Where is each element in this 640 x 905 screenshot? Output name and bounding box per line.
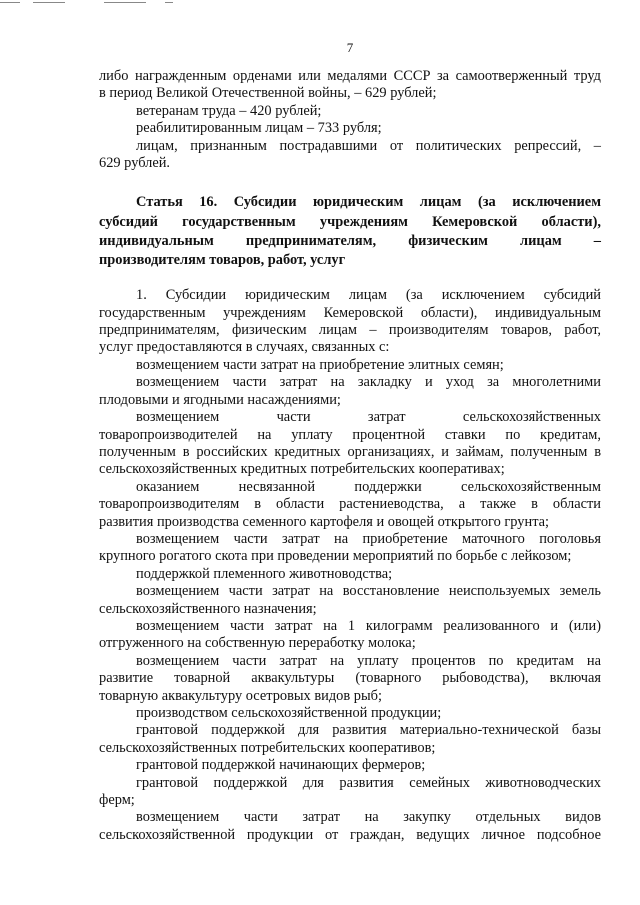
case-item [99, 566, 601, 583]
article-title [99, 193, 601, 270]
text-line: сельскохозяйственных потребительских кооперативов; [99, 739, 436, 756]
case-item [99, 775, 601, 810]
case-item [99, 357, 601, 374]
amount-item [99, 138, 601, 173]
case-item [99, 653, 601, 705]
text-line: полученным в российских кредитных организациях, и займам, полученным в [99, 443, 601, 460]
text-line: услуг предоставляются в случаях, связанных с: [99, 339, 390, 356]
text-line: ферм; [99, 792, 135, 809]
text-line: развития производства семенного картофеля и овощей открытого грунта; [99, 513, 550, 530]
case-item [99, 531, 601, 566]
paragraph-1 [99, 287, 601, 357]
text-line: лицам, признанным пострадавшими от политических репрессий, – [136, 137, 601, 154]
text-line: грантовой поддержкой для развития семейных животноводческих [136, 774, 601, 791]
scan-edge-mark [165, 2, 173, 3]
text-line: товарную аквакультуру осетровых видов рыб; [99, 687, 382, 704]
case-item [99, 705, 601, 722]
text-line: товаропроизводителям в области растениеводства, а также в области [99, 496, 601, 513]
text-line: либо награжденным орденами или медалями СССР за самоотверженный труд [99, 68, 601, 84]
text-line: плодовыми и ягодными насаждениями; [99, 391, 341, 408]
text-line: возмещением части затрат на восстановление неиспользуемых земель [136, 583, 601, 600]
text-line: возмещением части затрат на закупку отдельных видов [136, 809, 601, 826]
text-line: отгруженного на собственную переработку молока; [99, 635, 416, 652]
text-line: государственным учреждениям Кемеровской области), индивидуальным [99, 304, 601, 321]
text-line: реабилитированным лицам – 733 рубля; [136, 120, 382, 137]
text-line: в период Великой Отечественной войны, – 629 рублей; [99, 85, 437, 102]
scan-edge-mark [104, 2, 146, 3]
case-item [99, 722, 601, 757]
text-line: ветеранам труда – 420 рублей; [136, 102, 322, 119]
text-line: развитие товарной аквакультуры (товарного рыбоводства), включая [99, 670, 601, 687]
case-item [99, 583, 601, 618]
amount-item [99, 103, 601, 120]
scan-edge-mark [33, 2, 65, 3]
text-line: возмещением части затрат на закладку и уход за многолетними [136, 374, 601, 391]
text-line: 629 рублей. [99, 155, 171, 172]
text-line: возмещением части затрат сельскохозяйственных [136, 409, 601, 426]
scan-edge-mark [0, 2, 20, 3]
document-page [99, 40, 601, 844]
case-item [99, 374, 601, 409]
case-item [99, 479, 601, 531]
text-line: грантовой поддержкой начинающих фермеров; [136, 757, 426, 774]
text-line: производством сельскохозяйственной продукции; [136, 705, 442, 721]
case-item [99, 409, 601, 479]
text-line: возмещением части затрат на 1 килограмм реализованного и (или) [136, 617, 601, 634]
case-item [99, 809, 601, 844]
text-line: сельскохозяйственных кредитных потребительских кооперативах; [99, 461, 505, 478]
text-line: товаропроизводителей на уплату процентной ставки по кредитам, [99, 426, 601, 443]
text-line: 1. Субсидии юридическим лицам (за исключением субсидий [136, 287, 601, 304]
text-line: возмещением части затрат на приобретение элитных семян; [136, 356, 504, 373]
title-line: производителям товаров, работ, услуг [99, 252, 346, 269]
title-line: субсидий государственным учреждениям Кемеровской области), [99, 213, 601, 230]
amount-item [99, 120, 601, 137]
text-line: предпринимателям, физическим лицам – производителям товаров, работ, [99, 322, 601, 339]
text-line: грантовой поддержкой для развития материально-технической базы [136, 722, 601, 739]
text-line: сельскохозяйственной продукции от граждан, ведущих личное подсобное [99, 826, 601, 843]
case-item [99, 757, 601, 774]
case-item [99, 618, 601, 653]
intro-paragraph [99, 68, 601, 103]
text-line: возмещением части затрат на уплату процентов по кредитам на [136, 652, 601, 669]
text-line: поддержкой племенного животноводства; [136, 565, 393, 582]
case-list [99, 357, 601, 844]
text-line: сельскохозяйственного назначения; [99, 600, 317, 617]
title-line: Статья 16. Субсидии юридическим лицам (за исключением [136, 194, 601, 211]
text-line: оказанием несвязанной поддержки сельскохозяйственным [136, 478, 601, 495]
text-line: возмещением части затрат на приобретение маточного поголовья [136, 530, 601, 547]
page-number: 7 [346, 40, 354, 55]
text-line: крупного рогатого скота при проведении мероприятий по борьбе с лейкозом; [99, 548, 572, 565]
title-line: индивидуальным предпринимателям, физическим лицам – [99, 232, 601, 249]
